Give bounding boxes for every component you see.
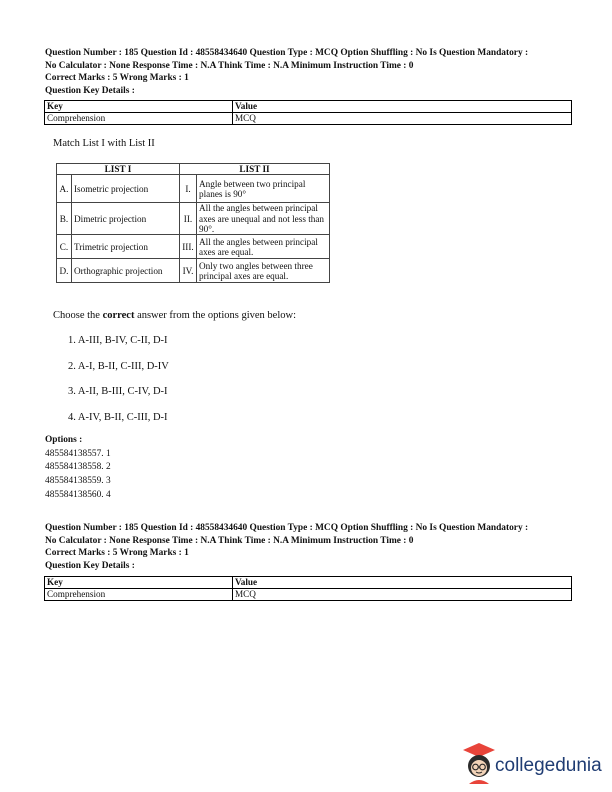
options-list bbox=[45, 434, 111, 503]
match-table bbox=[56, 163, 330, 283]
answer-choice-2: 2. A-I, B-II, C-III, D-IV bbox=[68, 361, 169, 372]
question-intro: Match List I with List II bbox=[53, 138, 155, 149]
list-item: 485584138559. 3 bbox=[45, 476, 111, 487]
row-name: Trimetric projection bbox=[72, 235, 180, 259]
value-header: Value bbox=[233, 101, 572, 113]
key-cell: Comprehension bbox=[45, 589, 233, 601]
meta-line-4: Question Key Details : bbox=[45, 85, 135, 96]
table-row bbox=[57, 259, 330, 283]
row-letter: A. bbox=[57, 175, 72, 203]
mascot-icon bbox=[459, 740, 499, 784]
row-letter: C. bbox=[57, 235, 72, 259]
question-meta-2 bbox=[45, 522, 585, 572]
logo-text: collegedunia bbox=[495, 755, 602, 776]
value-cell: MCQ bbox=[233, 113, 572, 125]
meta-line-1: Question Number : 185 Question Id : 48558434640 Question Type : MCQ Option Shuffling : No Is Question Mandatory : bbox=[45, 523, 529, 533]
row-desc: Angle between two principal planes is 90° bbox=[197, 175, 330, 203]
meta-line-3: Correct Marks : 5 Wrong Marks : 1 bbox=[45, 73, 189, 84]
list-item: 485584138558. 2 bbox=[45, 462, 111, 473]
table-row bbox=[57, 175, 330, 203]
row-desc: All the angles between principal axes are unequal and not less than 90°. bbox=[197, 203, 330, 235]
key-header: Key bbox=[45, 101, 233, 113]
meta-line-3: Correct Marks : 5 Wrong Marks : 1 bbox=[45, 548, 189, 559]
list-item: 485584138557. 1 bbox=[45, 448, 111, 459]
choose-instruction bbox=[53, 310, 296, 321]
answer-choice-1: 1. A-III, B-IV, C-II, D-I bbox=[68, 335, 168, 346]
row-name: Isometric projection bbox=[72, 175, 180, 203]
key-details-table-2 bbox=[44, 576, 572, 601]
meta-line-4: Question Key Details : bbox=[45, 560, 135, 571]
row-desc: All the angles between principal axes are equal. bbox=[197, 235, 330, 259]
list2-header: LIST II bbox=[180, 164, 330, 175]
row-name: Orthographic projection bbox=[72, 259, 180, 283]
table-row bbox=[57, 235, 330, 259]
options-header: Options : bbox=[45, 435, 83, 445]
key-details-table-1 bbox=[44, 100, 572, 125]
value-header: Value bbox=[233, 577, 572, 589]
row-letter: D. bbox=[57, 259, 72, 283]
row-roman: I. bbox=[180, 175, 197, 203]
key-header: Key bbox=[45, 577, 233, 589]
row-letter: B. bbox=[57, 203, 72, 235]
row-roman: III. bbox=[180, 235, 197, 259]
choose-bold: correct bbox=[102, 310, 135, 321]
row-desc: Only two angles between three principal axes are equal. bbox=[197, 259, 330, 283]
choose-pre: Choose the bbox=[53, 310, 103, 321]
key-cell: Comprehension bbox=[45, 113, 233, 125]
row-name: Dimetric projection bbox=[72, 203, 180, 235]
row-roman: II. bbox=[180, 203, 197, 235]
answer-choice-3: 3. A-II, B-III, C-IV, D-I bbox=[68, 386, 168, 397]
answer-choice-4: 4. A-IV, B-II, C-III, D-I bbox=[68, 412, 168, 423]
value-cell: MCQ bbox=[233, 589, 572, 601]
meta-line-1: Question Number : 185 Question Id : 48558434640 Question Type : MCQ Option Shuffling : No Is Question Mandatory : bbox=[45, 48, 529, 58]
list1-header: LIST I bbox=[57, 164, 180, 175]
choose-post: answer from the options given below: bbox=[134, 310, 296, 321]
list-item: 485584138560. 4 bbox=[45, 489, 111, 500]
row-roman: IV. bbox=[180, 259, 197, 283]
meta-line-2: No Calculator : None Response Time : N.A Think Time : N.A Minimum Instruction Time : 0 bbox=[45, 60, 414, 71]
meta-line-2: No Calculator : None Response Time : N.A Think Time : N.A Minimum Instruction Time : 0 bbox=[45, 535, 414, 546]
table-row bbox=[57, 203, 330, 235]
question-meta-1 bbox=[45, 47, 585, 97]
